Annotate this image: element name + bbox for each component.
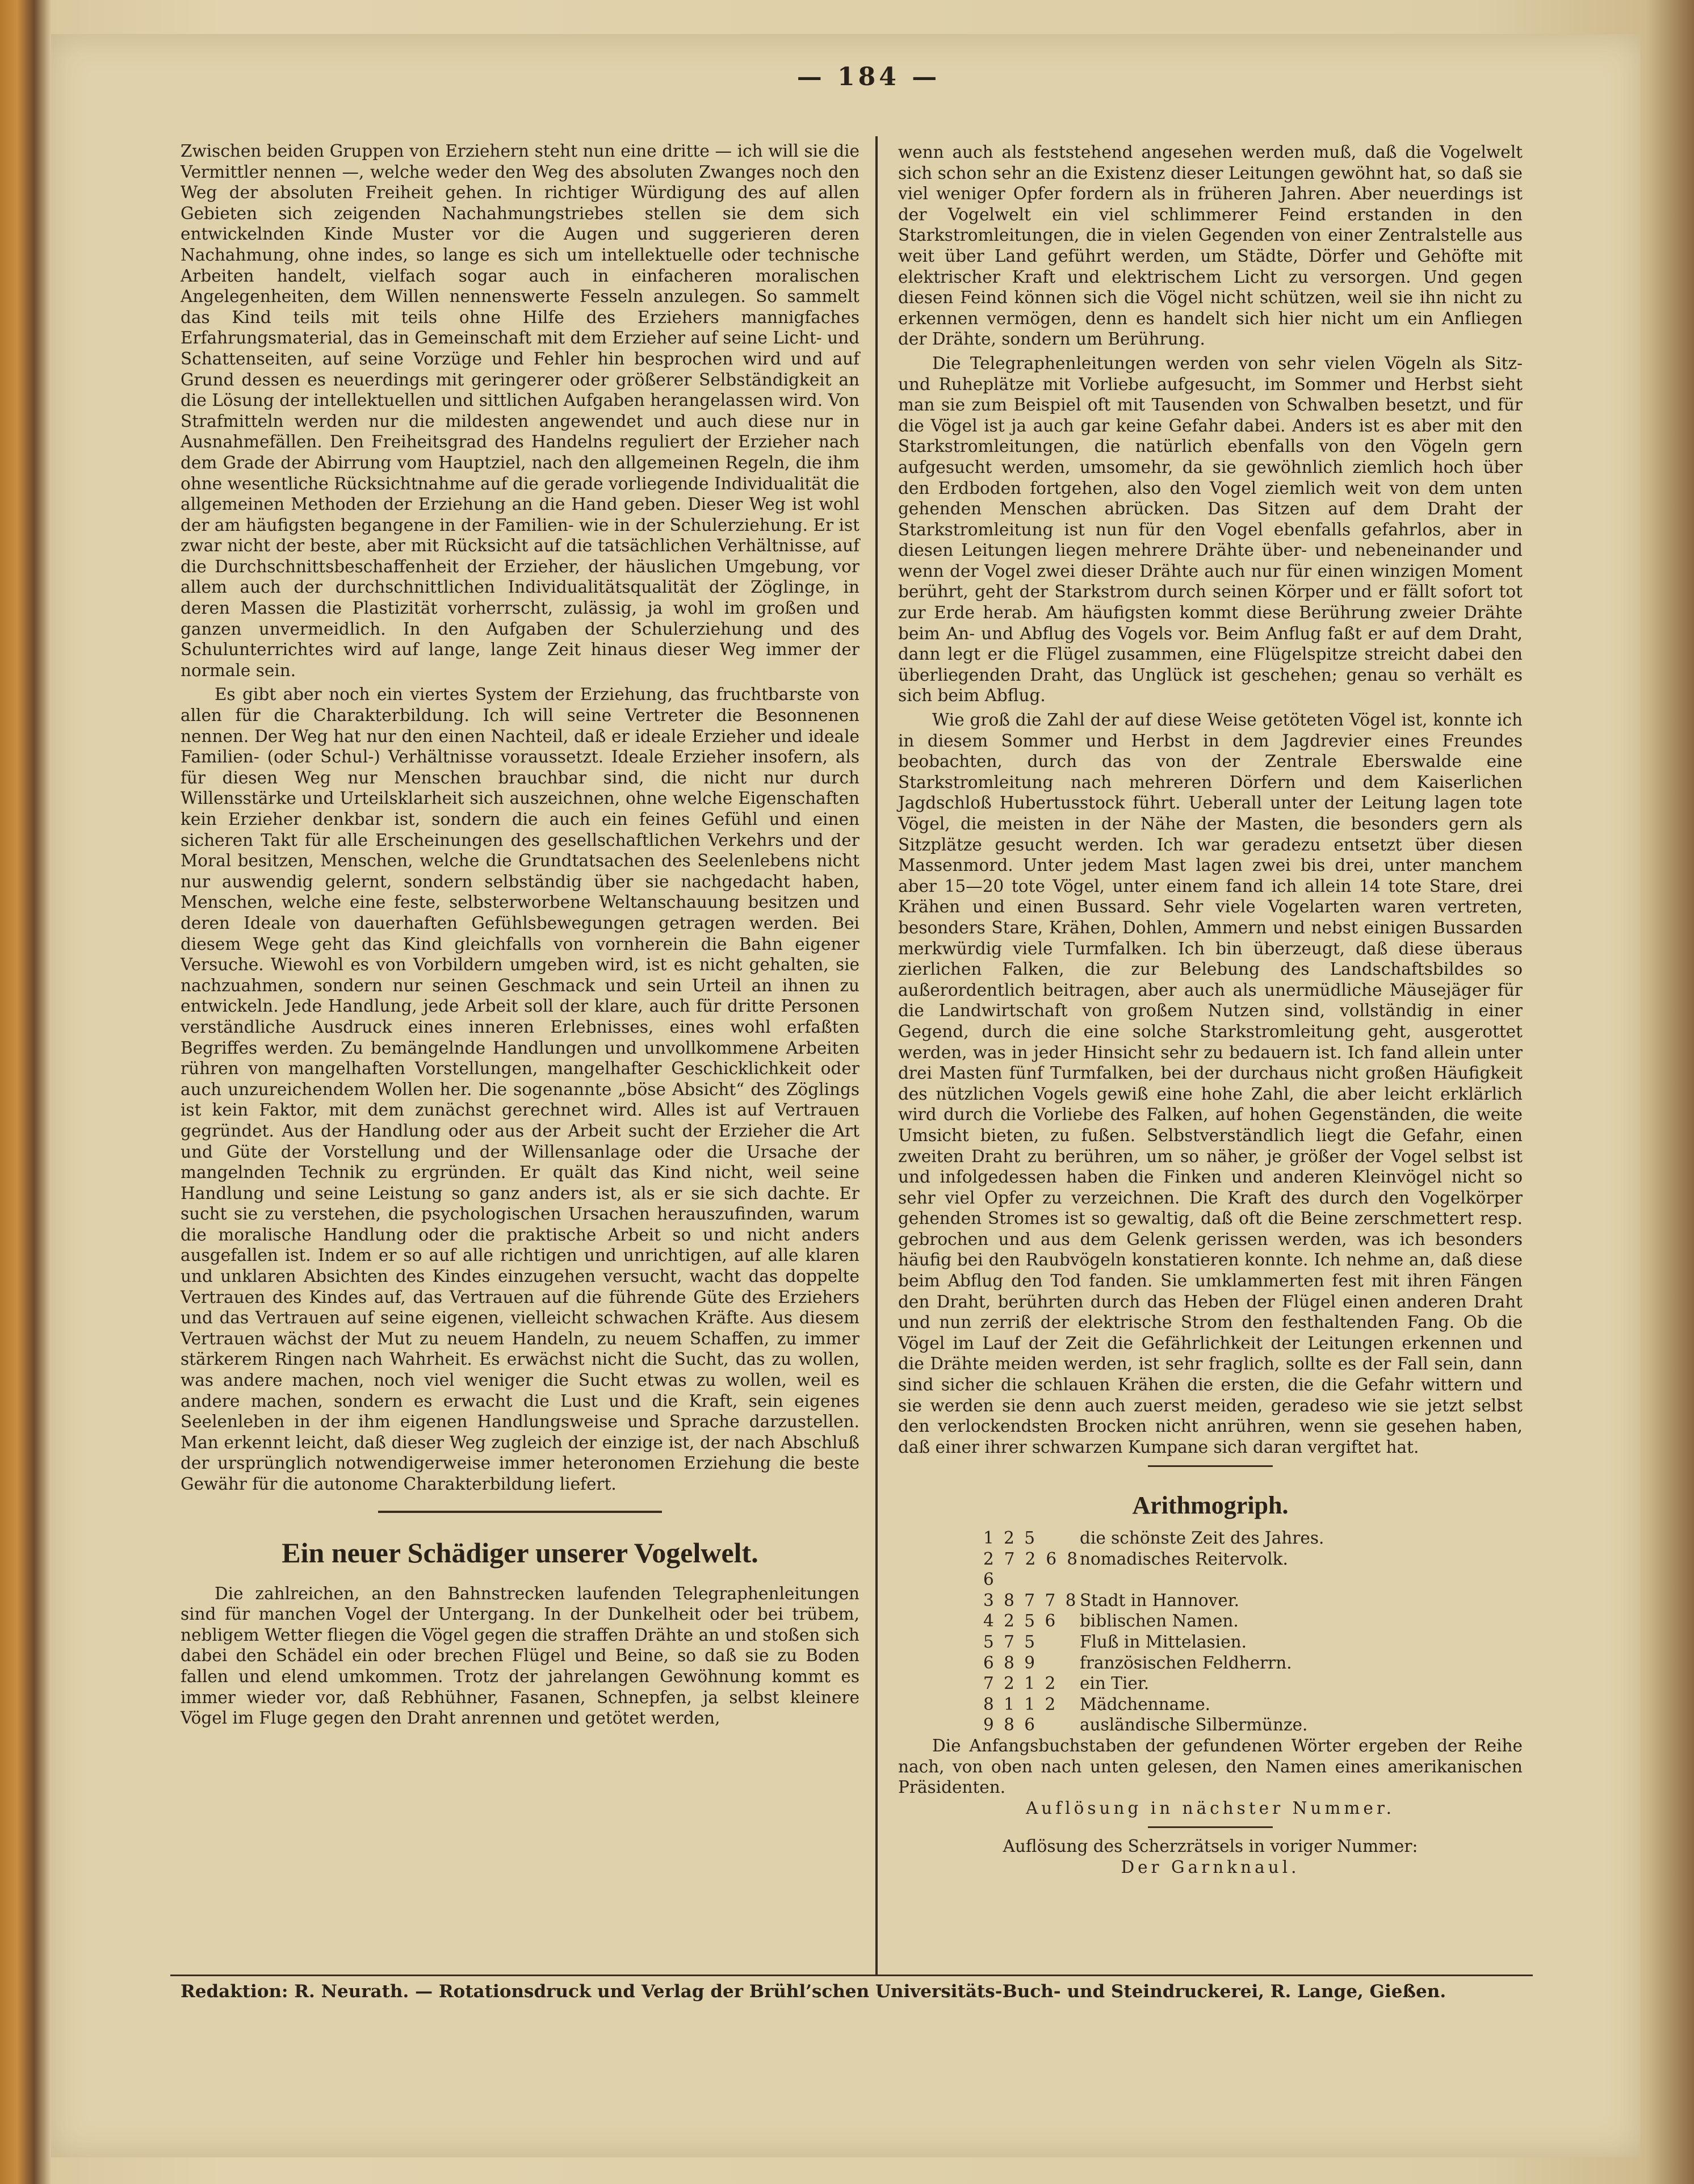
puzzle-row <box>983 1528 1523 1549</box>
puzzle-instruction: Die Anfangsbuchstaben der gefundenen Wörter ergeben der Reihe nach, von oben nach unten gelesen, den Namen eines amerikanischen Präsidenten. <box>898 1736 1523 1797</box>
puzzle-clue: Fluß in Mittelasien. <box>1080 1632 1247 1651</box>
imprint: Redaktion: R. Neurath. — Rotationsdruck und Verlag der Brühl’schen Universitäts-Buch- und Steindruckerei, R. Lange, Gießen. <box>181 1981 1446 2002</box>
left-column <box>181 141 859 1729</box>
previous-solution: Der Garnknaul. <box>1121 1857 1300 1877</box>
footer-rule <box>170 1975 1533 1976</box>
puzzle-row <box>983 1694 1523 1715</box>
puzzle-row <box>983 1714 1523 1736</box>
paragraph-mediators: Zwischen beiden Gruppen von Erziehern steht nun eine dritte — ich will sie die Vermittler nennen —, welche weder den Weg des absoluten Zwanges noch den Weg der absoluten Freiheit gehen. In richtiger Würdigung des auf allen Gebieten sich zeigenden Nachahmungstriebes stellen sie dem sich entwickelnden Kinde Muster vor die Augen und suggerieren deren Nachahmung, ohne indes, so lange es sich um intellektuelle oder technische Arbeiten handelt, vielfach sogar auch in einfacheren moralischen Angelegenheiten, dem Willen nennenswerte Fesseln anzulegen. So sammelt das Kind teils mit teils ohne Hilfe des Erziehers mannigfaches Erfahrungsmaterial, das in Gemeinschaft mit dem Erzieher auf seine Licht- und Schattenseiten, auf seine Vorzüge und Fehler hin besprochen wird und auf Grund dessen es neuerdings mit geringerer oder größerer Selbständigkeit an die Lösung der intellektuellen und sittlichen Aufgaben herangelassen wird. Von Strafmitteln werden nur die mildesten angewendet und auch diese nur in Ausnahmefällen. Den Freiheitsgrad des Handelns reguliert der Erzieher nach dem Grade der Abirrung vom Hauptziel, nach den allgemeinen Regeln, die ihm ohne wesentliche Rücksichtnahme auf die gerade vorliegende Individualität die allgemeinen Methoden der Erziehung an die Hand geben. Dieser Weg ist wohl der am häufigsten begangene in der Familien- wie in der Schulerziehung. Er ist zwar nicht der beste, aber mit Rücksicht auf die tatsächlichen Verhältnisse, auf die Durchschnittsbeschaffenheit der Erzieher, der häuslichen Umgebung, vor allem auch der durchschnittlichen Individualitätsqualität der Zöglinge, in deren Massen die Plastizität vorherrscht, zulässig, ja wohl im großen und ganzen unvermeidlich. In den Aufgaben der Schulerziehung und des Schulunterrichtes wird auf lange, lange Zeit hinaus dieser Weg immer der normale sein. <box>181 141 859 680</box>
puzzle-next-issue: Auflösung in nächster Nummer. <box>1025 1798 1395 1818</box>
puzzle-clue: die schönste Zeit des Jahres. <box>1080 1528 1324 1548</box>
column-rule <box>875 136 878 1976</box>
puzzle-numbers: 7 2 1 2 <box>983 1674 1058 1693</box>
article-paragraph-telegraph: Die Telegraphenleitungen werden von sehr vielen Vögeln als Sitz- und Ruheplätze mit Vorliebe aufgesucht, im Sommer und Herbst sieht man sie zum Beispiel oft mit Tausenden von Schwalben besetzt, und für die Vögel ist ja auch gar keine Gefahr dabei. Anders ist es aber mit den Starkstromleitungen, die natürlich ebenfalls von den Vögeln gern aufgesucht werden, umsomehr, da sie gewöhnlich ziemlich hoch über den Erdboden fortgehen, also den Vogel ziemlich weit von dem unten gehenden Menschen abrücken. Das Sitzen auf dem Draht der Starkstromleitung ist nun für den Vogel ebenfalls gefahrlos, aber in diesen Leitungen liegen mehrere Drähte über- und nebeneinander und wenn der Vogel zwei dieser Drähte auch nur für einen winzigen Moment berührt, geht der Starkstrom durch seinen Körper und er fällt sofort tot zur Erde herab. Am häufigsten kommt diese Berührung zweier Drähte beim An- und Abflug des Vogels vor. Beim Anflug faßt er auf dem Draht, dann legt er die Flügel zusammen, eine Flügelspitze streicht dabei den überliegenden Draht, das Unglück ist geschehen; genau so verhält es sich beim Abflug. <box>898 353 1523 706</box>
article-intro: Die zahlreichen, an den Bahnstrecken laufenden Telegraphenleitungen sind für manchen Vogel der Untergang. In der Dunkelheit oder bei trübem, nebligem Wetter fliegen die Vögel gegen die straffen Drähte an und stoßen sich dabei den Schädel ein oder brechen Flügel und Beine, so daß sie zu Boden fallen und elend umkommen. Trotz der jahrelangen Gewöhnung kommt es immer wieder vor, daß Rebhühner, Fasanen, Schnepfen, ja selbst kleinere Vögel im Fluge gegen den Draht anrennen und getötet werden, <box>181 1583 859 1728</box>
puzzle-row <box>983 1632 1523 1653</box>
puzzle-numbers: 9 8 6 <box>983 1715 1038 1735</box>
article-paragraph-observation: Wie groß die Zahl der auf diese Weise getöteten Vögel ist, konnte ich in diesem Sommer und Herbst in dem Jagdrevier eines Freundes beobachten, durch das von der Zentrale Eberswalde eine Starkstromleitung nach mehreren Dörfern und dem Kaiserlichen Jagdschloß Hubertusstock führt. Ueberall unter der Leitung lagen tote Vögel, die meisten in der Nähe der Masten, die besonders gern als Sitzplätze gesucht werden. Ich war geradezu entsetzt über diesen Massenmord. Unter jedem Mast lagen zwei bis drei, unter manchem aber 15—20 tote Vögel, unter einem fand ich allein 14 tote Stare, drei Krähen und einen Bussard. Sehr viele Vogelarten waren vertreten, besonders Stare, Krähen, Dohlen, Ammern und nebst einigen Bussarden merkwürdig viele Turmfalken. Ich bin überzeugt, daß diese überaus zierlichen Falken, die zur Belebung des Landschaftsbildes so außerordentlich beitragen, aber auch als unermüdliche Mäusejäger für die Landwirtschaft von großem Nutzen sind, vollständig in einer Gegend, durch die eine solche Starkstromleitung geht, ausgerottet werden, was in jeder Hinsicht sehr zu bedauern ist. Ich fand allein unter drei Masten fünf Turmfalken, bei der durchaus nicht großen Häufigkeit des nützlichen Vogels gewiß eine hohe Zahl, die aber leicht erklärlich wird durch die Vorliebe des Falken, auf hohen Gegenständen, die weite Umsicht bieten, zu fußen. Selbstverständlich liegt die Gefahr, einen zweiten Draht zu berühren, um so näher, je größer der Vogel selbst ist und infolgedessen haben die Finken und anderen Kleinvögel nicht so sehr viel Opfer zu verzeichnen. Die Kraft des durch den Vogelkörper gehenden Stromes ist so gewaltig, daß oft die Beine zerschmettert resp. gebrochen und aus dem Gelenk gerissen werden, was ich besonders häufig bei den Raubvögeln konstatieren konnte. Ich nehme an, daß diese beim Abflug den Tod fanden. Sie umklammerten fest mit ihren Fängen den Draht, berührten durch das Heben der Flügel einen anderen Draht und nun zerriß der elektrische Strom den festhaltenden Fang. Ob die Vögel im Lauf der Zeit die Gefährlichkeit der Leitungen erkennen und die Drähte meiden werden, ist sehr fraglich, sollte es der Fall sein, dann sind sicher die schlauen Krähen die ersten, die die Gefahr wittern und sie werden sie denn auch zuerst meiden, geradeso wie sie jetzt selbst den verlockendsten Brocken nicht anrühren, wenn sie gesehen haben, daß einer ihrer schwarzen Kumpane sich daran vergiftet hat. <box>898 710 1523 1457</box>
puzzle-title: Arithmogriph. <box>1132 1491 1289 1520</box>
puzzle-clue: französischen Feldherrn. <box>1080 1653 1292 1672</box>
puzzle-numbers: 2 7 2 6 8 6 <box>983 1549 1080 1590</box>
paragraph-fourth-system: Es gibt aber noch ein viertes System der Erziehung, das fruchtbarste von allen für die Charakterbildung. Ich will seine Vertreter die Besonnenen nennen. Der Weg hat nur den einen Nachteil, daß er ideale Erzieher und ideale Familien- (oder Schul-) Verhältnisse voraussetzt. Ideale Erzieher insofern, als für diesen Weg nur Menschen brauchbar sind, die nicht nur durch Willensstärke und Urteilsklarheit sich auszeichnen, ohne welche Eigenschaften kein Erzieher denkbar ist, sondern die auch ein feines Gefühl und einen sicheren Takt für alle Erscheinungen des gesellschaftlichen Verkehrs und der Moral besitzen, Menschen, welche die Grundtatsachen des Seelenlebens nicht nur auswendig gelernt, sondern selbständig über sie nachgedacht haben, Menschen, welche eine feste, selbsterworbene Weltanschauung besitzen und deren Ideale von dauerhaften Gefühlsbewegungen getragen werden. Bei diesem Wege geht das Kind gleichfalls von vornherein die Bahn eigener Versuche. Wiewohl es von Vorbildern umgeben wird, ist es nicht gehalten, sie nachzuahmen, sondern nur seinen Geschmack und sein Urteil an ihnen zu entwickeln. Jede Handlung, jede Arbeit soll der klare, auch für dritte Personen verständliche Ausdruck eines inneren Erlebnisses, eines wohl erfaßten Begriffes werden. Zu bemängelnde Handlungen und unvollkommene Arbeiten rühren von mangelhaften Vorstellungen, mangelhafter Geschicklichkeit oder auch unzureichendem Wollen her. Die sogenannte „böse Absicht“ des Zöglings ist kein Faktor, mit dem zunächst gerechnet wird. Alles ist auf Vertrauen gegründet. Aus der Handlung oder aus der Arbeit sucht der Erzieher die Art und Güte der Vorstellung und der Willensanlage oder die Ursache der mangelnden Technik zu ergründen. Er quält das Kind nicht, weil seine Handlung und seine Leistung so ganz anders ist, als er sie sich dachte. Er sucht sie zu verstehen, die psychologischen Ursachen herauszufinden, warum die moralische Handlung oder die praktische Arbeit so und nicht anders ausgefallen ist. Indem er so auf alle richtigen und unrichtigen, auf alle klaren und unklaren Absichten des Kindes einzugehen versucht, wacht das doppelte Vertrauen des Kindes auf, das Vertrauen auf die führende Güte des Erziehers und das Vertrauen auf seine eigenen, vielleicht schwachen Kräfte. Aus diesem Vertrauen wächst der Mut zu neuem Handeln, zu neuem Schaffen, zu immer stärkerem Ringen nach Wahrheit. Es erwächst nicht die Sucht, das zu wollen, was andere machen, noch viel weniger die Sucht etwas zu wollen, weil es andere machen, sondern es erwacht die Lust und die Kraft, sein eigenes Seelenleben in der ihm eigenen Handlungsweise und Sprache darzustellen. Man erkennt leicht, daß dieser Weg zugleich der einzige ist, der nach Abschluß der ursprünglich notwendigerweise immer heteronomen Erziehung die beste Gewähr für die autonome Charakterbildung liefert. <box>181 685 859 1494</box>
solution-divider <box>1148 1826 1273 1828</box>
puzzle-row <box>983 1673 1523 1694</box>
article-continuation: wenn auch als feststehend angesehen werden muß, daß die Vogelwelt sich schon sehr an die Existenz dieser Leitungen gewöhnt hat, so daß sie viel weniger Opfer fordern als in früheren Jahren. Aber neuerdings ist der Vogelwelt ein viel schlimmerer Feind erstanden in den Starkstromleitungen, die in vielen Gegenden von einer Zentralstelle aus weit über Land geführt werden, um Städte, Dörfer und Gehöfte mit elektrischer Kraft und elektrischem Licht zu versorgen. Und gegen diesen Feind können sich die Vögel nicht schützen, weil sie ihn nicht zu erkennen vermögen, denn es handelt sich hier nicht um ein Anfliegen der Drähte, sondern um Berührung. <box>898 142 1523 349</box>
puzzle-numbers: 8 1 1 2 <box>983 1694 1058 1714</box>
puzzle-clue: Stadt in Hannover. <box>1080 1590 1240 1610</box>
puzzle-numbers: 1 2 5 <box>983 1528 1038 1548</box>
previous-solution-label: Auflösung des Scherzrätsels in voriger Nummer: <box>1003 1837 1418 1856</box>
puzzle-numbers: 3 8 7 7 8 <box>983 1590 1079 1610</box>
article-title: Ein neuer Schädiger unserer Vogelwelt. <box>282 1536 758 1569</box>
puzzle-numbers: 5 7 5 <box>983 1632 1038 1651</box>
right-column <box>898 142 1523 1878</box>
section-divider <box>378 1511 662 1513</box>
puzzle-row <box>983 1653 1523 1674</box>
page-number: — 184 — <box>796 62 941 91</box>
puzzle-clue: ausländische Silbermünze. <box>1080 1715 1308 1735</box>
puzzle-row <box>983 1590 1523 1611</box>
puzzle-numbers: 6 8 9 <box>983 1653 1038 1672</box>
puzzle-row <box>983 1549 1523 1590</box>
puzzle-clue: biblischen Namen. <box>1080 1611 1239 1631</box>
puzzle-list <box>983 1528 1523 1736</box>
puzzle-clue: ein Tier. <box>1080 1674 1150 1693</box>
puzzle-clue: Mädchenname. <box>1080 1694 1211 1714</box>
puzzle-row <box>983 1611 1523 1632</box>
puzzle-clue: nomadisches Reitervolk. <box>1080 1549 1288 1569</box>
puzzle-numbers: 4 2 5 6 <box>983 1611 1058 1631</box>
puzzle-divider <box>1148 1465 1273 1467</box>
